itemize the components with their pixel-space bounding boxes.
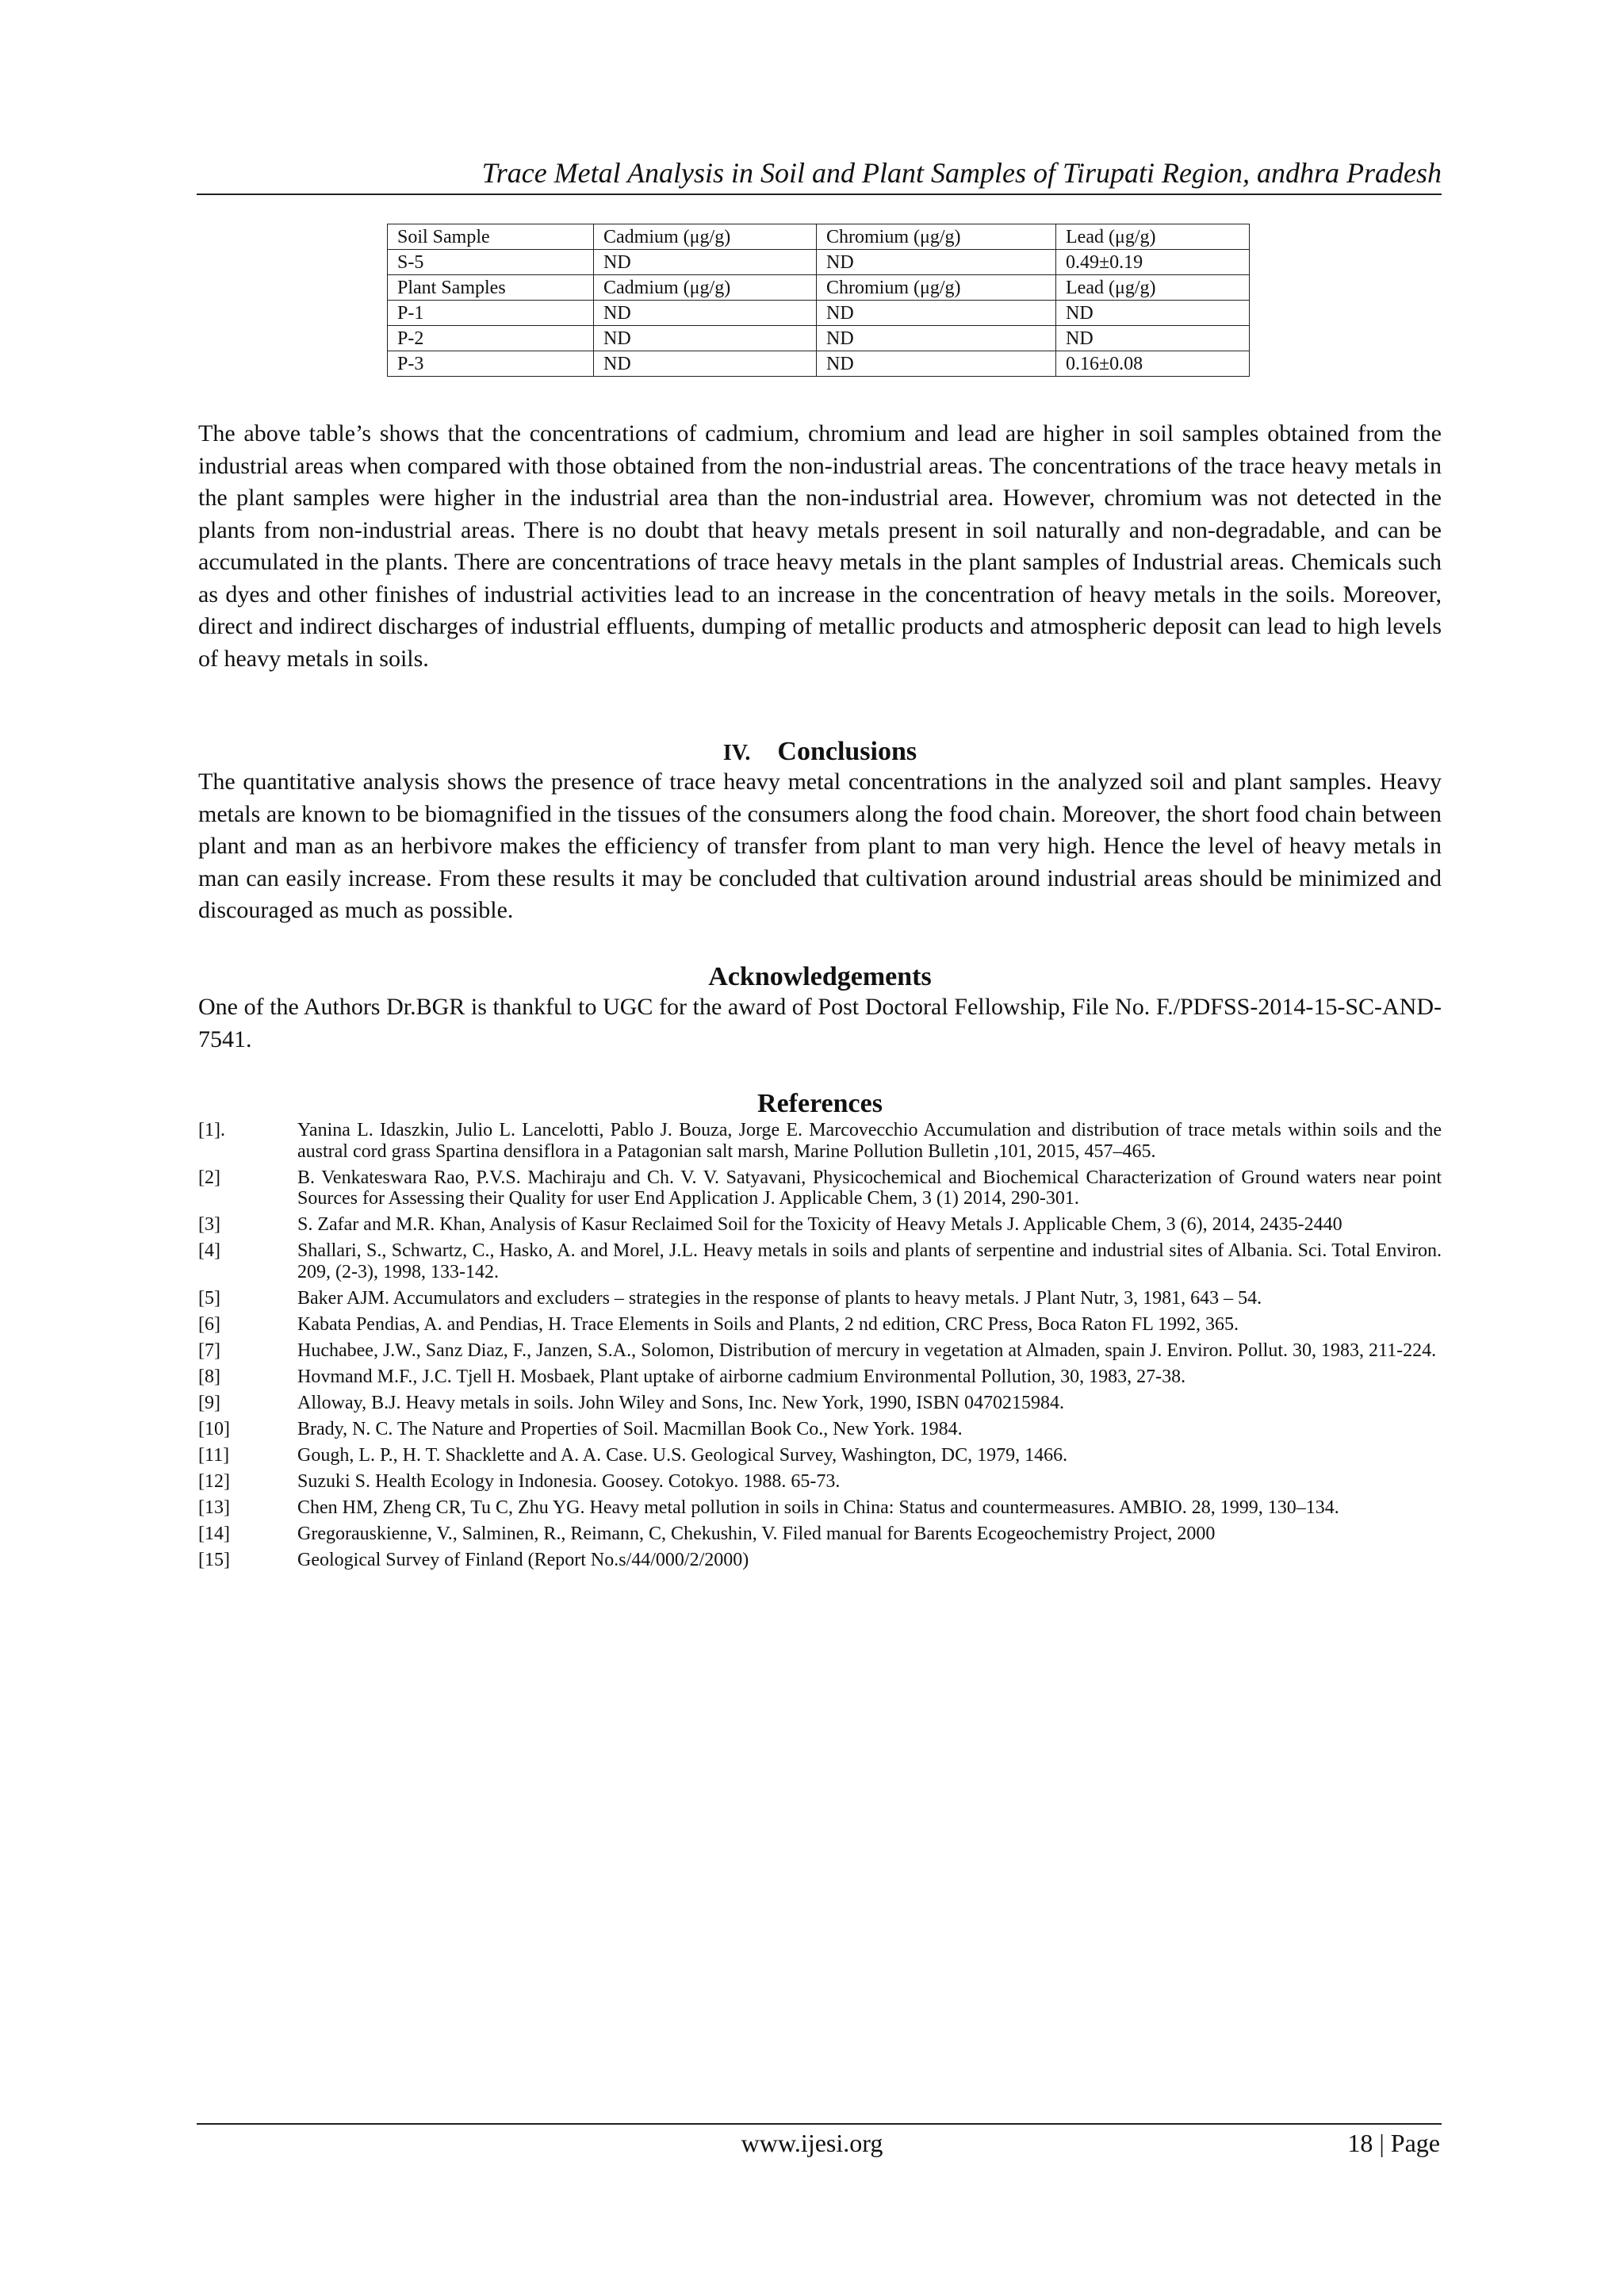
table-cell: ND	[1056, 326, 1250, 351]
reference-text: Baker AJM. Accumulators and excluders – strategies in the response of plants to heavy metals. J Plant Nutr, 3, 1981, 643 – 54.	[297, 1287, 1262, 1309]
reference-item	[198, 1550, 1442, 1571]
table-row	[388, 326, 1250, 351]
footer-website: www.ijesi.org	[741, 2129, 883, 2157]
table-row	[388, 301, 1250, 326]
reference-number: [8]	[198, 1366, 220, 1387]
reference-item	[198, 1167, 1442, 1209]
table-cell: ND	[817, 250, 1056, 275]
table-cell: ND	[594, 351, 817, 377]
reference-text: Shallari, S., Schwartz, C., Hasko, A. and Morel, J.L. Heavy metals in soils and plants of serpentine and industrial sites of Albania. Sci. Total Environ. 209, (2-3), 1998, 133-142.	[297, 1240, 1442, 1282]
table-cell: S-5	[388, 250, 594, 275]
reference-item	[198, 1497, 1442, 1519]
reference-text: Kabata Pendias, A. and Pendias, H. Trace Elements in Soils and Plants, 2 nd edition, CRC Press, Boca Raton FL 1992, 365.	[297, 1313, 1239, 1335]
acknowledgements-paragraph: One of the Authors Dr.BGR is thankful to UGC for the award of Post Doctoral Fellowship, File No. F./PDFSS-2014-15-SC-AND-7541.	[198, 994, 1442, 1052]
reference-item	[198, 1288, 1442, 1309]
table-cell: P-1	[388, 301, 594, 326]
table-cell: Lead (μg/g)	[1056, 224, 1250, 250]
reference-text: Hovmand M.F., J.C. Tjell H. Mosbaek, Plant uptake of airborne cadmium Environmental Pollution, 30, 1983, 27-38.	[297, 1366, 1186, 1387]
reference-text: Huchabee, J.W., Sanz Diaz, F., Janzen, S.A., Solomon, Distribution of mercury in vegetation at Almaden, spain J. Environ. Pollut. 30, 1983, 211-224.	[297, 1340, 1437, 1361]
conclusions-heading	[198, 735, 1442, 770]
reference-number: [5]	[198, 1287, 220, 1309]
references-list	[198, 1120, 1442, 1576]
reference-number: [6]	[198, 1313, 220, 1335]
reference-item	[198, 1471, 1442, 1493]
reference-text: Yanina L. Idaszkin, Julio L. Lancelotti, Pablo J. Bouza, Jorge E. Marcovecchio Accumulation and distribution of trace metals within soils and the austral cord grass Spartina densiflora in a Patagonian salt marsh, Marine Pollution Bulletin ,101, 2015, 457–465.	[297, 1120, 1442, 1162]
reference-number: [3]	[198, 1214, 220, 1235]
reference-item	[198, 1314, 1442, 1336]
table-cell: P-3	[388, 351, 594, 377]
reference-number: [14]	[198, 1523, 230, 1544]
table-cell: Chromium (μg/g)	[817, 275, 1056, 301]
table-cell: ND	[594, 301, 817, 326]
reference-item	[198, 1240, 1442, 1282]
table-cell: Cadmium (μg/g)	[594, 224, 817, 250]
reference-number: [1].	[198, 1120, 225, 1140]
table-cell: Plant Samples	[388, 275, 594, 301]
reference-text: Chen HM, Zheng CR, Tu C, Zhu YG. Heavy metal pollution in soils in China: Status and countermeasures. AMBIO. 28, 1999, 130–134.	[297, 1497, 1339, 1518]
reference-number: [15]	[198, 1549, 230, 1570]
footer-rule	[197, 2123, 1442, 2125]
reference-item	[198, 1366, 1442, 1388]
reference-number: [13]	[198, 1497, 230, 1518]
reference-text: Alloway, B.J. Heavy metals in soils. John Wiley and Sons, Inc. New York, 1990, ISBN 0470215984.	[297, 1392, 1065, 1413]
table-cell: Soil Sample	[388, 224, 594, 250]
table-cell: Cadmium (μg/g)	[594, 275, 817, 301]
reference-text: B. Venkateswara Rao, P.V.S. Machiraju and Ch. V. V. Satyavani, Physicochemical and Biochemical Characterization of Ground waters near point Sources for Assessing their Quality for user End Application J. Applicable Chem, 3 (1) 2014, 290-301.	[297, 1167, 1442, 1209]
header-rule	[197, 194, 1442, 195]
reference-item	[198, 1524, 1442, 1545]
table-cell: P-2	[388, 326, 594, 351]
table-cell: 0.16±0.08	[1056, 351, 1250, 377]
reference-item	[198, 1214, 1442, 1236]
reference-item	[198, 1120, 1442, 1162]
reference-text: Brady, N. C. The Nature and Properties of Soil. Macmillan Book Co., New York. 1984.	[297, 1418, 963, 1439]
table-cell: ND	[1056, 301, 1250, 326]
reference-item	[198, 1445, 1442, 1466]
table-cell: ND	[594, 326, 817, 351]
table-cell: ND	[817, 351, 1056, 377]
table-cell: ND	[594, 250, 817, 275]
reference-number: [11]	[198, 1444, 230, 1466]
table-row	[388, 275, 1250, 301]
metal-concentration-table	[387, 224, 1250, 377]
acknowledgements-heading: Acknowledgements	[708, 962, 932, 991]
section-number: IV.	[722, 741, 751, 765]
discussion-paragraph: The above table’s shows that the concentrations of cadmium, chromium and lead are higher in soil samples obtained from the industrial areas when compared with those obtained from the non-industrial areas. The concentrations of the trace heavy metals in the plant samples were higher in the industrial area than the non-industrial area. However, chromium was not detected in the plants from non-industrial areas. There is no doubt that heavy metals present in soil naturally and non-degradable, and can be accumulated in the plants. There are concentrations of trace heavy metals in the plant samples of Industrial areas. Chemicals such as dyes and other finishes of industrial activities lead to an increase in the concentration of heavy metals in the soils. Moreover, direct and indirect discharges of industrial effluents, dumping of metallic products and atmospheric deposit can lead to high levels of heavy metals in soils.	[198, 420, 1442, 672]
reference-item	[198, 1419, 1442, 1440]
reference-number: [12]	[198, 1470, 230, 1492]
table-row	[388, 250, 1250, 275]
reference-number: [10]	[198, 1418, 230, 1439]
table-cell: ND	[817, 301, 1056, 326]
reference-text: Gregorauskienne, V., Salminen, R., Reimann, C, Chekushin, V. Filed manual for Barents Ecogeochemistry Project, 2000	[297, 1523, 1216, 1544]
reference-number: [2]	[198, 1167, 220, 1188]
table-cell: ND	[817, 326, 1056, 351]
references-heading: References	[757, 1089, 883, 1118]
reference-text: Suzuki S. Health Ecology in Indonesia. Goosey. Cotokyo. 1988. 65-73.	[297, 1470, 841, 1492]
reference-number: [4]	[198, 1240, 220, 1261]
reference-item	[198, 1340, 1442, 1362]
table-row	[388, 351, 1250, 377]
conclusions-paragraph: The quantitative analysis shows the presence of trace heavy metal concentrations in the analyzed soil and plant samples. Heavy metals are known to be biomagnified in the tissues of the consumers along the food chain. Moreover, the short food chain between plant and man as an herbivore makes the efficiency of transfer from plant to man very high. Hence the level of heavy metals in man can easily increase. From these results it may be concluded that cultivation around industrial areas should be minimized and discouraged as much as possible.	[198, 769, 1442, 923]
section-title: Conclusions	[777, 737, 917, 766]
reference-text: Gough, L. P., H. T. Shacklette and A. A. Case. U.S. Geological Survey, Washington, DC, 1979, 1466.	[297, 1444, 1068, 1466]
table-cell: 0.49±0.19	[1056, 250, 1250, 275]
table-cell: Chromium (μg/g)	[817, 224, 1056, 250]
running-header-title: Trace Metal Analysis in Soil and Plant Samples of Tirupati Region, andhra Pradesh	[481, 157, 1442, 189]
footer-page-number: 18 | Page	[1347, 2129, 1440, 2157]
reference-text: S. Zafar and M.R. Khan, Analysis of Kasur Reclaimed Soil for the Toxicity of Heavy Metals J. Applicable Chem, 3 (6), 2014, 2435-2440	[297, 1214, 1342, 1235]
table-row	[388, 224, 1250, 250]
table-cell: Lead (μg/g)	[1056, 275, 1250, 301]
reference-number: [7]	[198, 1340, 220, 1361]
reference-number: [9]	[198, 1392, 220, 1413]
reference-text: Geological Survey of Finland (Report No.s/44/000/2/2000)	[297, 1549, 749, 1570]
reference-item	[198, 1393, 1442, 1414]
